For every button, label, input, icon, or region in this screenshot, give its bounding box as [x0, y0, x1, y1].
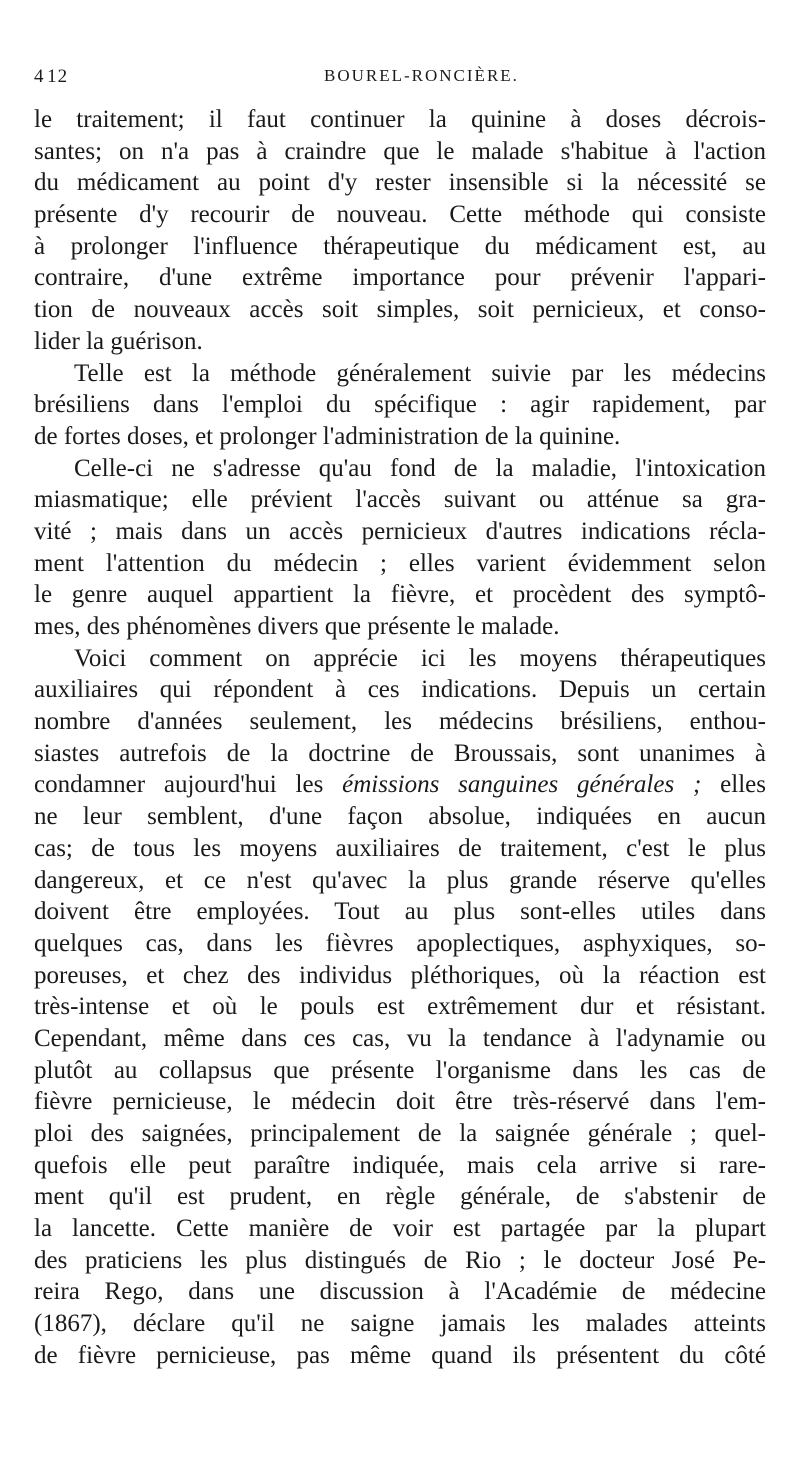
text-line: cas; de tous les moyens auxiliaires de traitement, c'est le plus: [34, 834, 766, 862]
text-line: mes, des phénomènes divers que présente le malade.: [34, 613, 560, 640]
text-line: quefois elle peut paraître indiquée, mais cela arrive si rare-: [34, 1151, 766, 1179]
text-line: (1867), déclare qu'il ne saigne jamais les malades atteints: [34, 1310, 766, 1338]
text-line: de fortes doses, et prolonger l'administration de la quinine.: [34, 422, 621, 450]
text-line: de fièvre pernicieuse, pas même quand ils présentent du côté: [34, 1341, 766, 1369]
text-line: à prolonger l'influence thérapeutique du médicament est, au: [34, 232, 766, 260]
running-title: BOUREL-RONCIÈRE.: [324, 66, 519, 85]
text-span: condamner aujourd'hui les: [34, 771, 324, 799]
text-line: du médicament au point d'y rester insensible si la nécessité se: [34, 169, 766, 197]
text-line: Cependant, même dans ces cas, vu la tendance à l'adynamie ou: [34, 1024, 766, 1052]
text-line: ment l'attention du médecin ; elles varient évidemment selon: [34, 549, 766, 577]
text-line: le genre auquel appartient la fièvre, et procèdent des symptô-: [34, 581, 766, 609]
text-line: des praticiens les plus distingués de Rio ; le docteur José Pe-: [34, 1246, 766, 1274]
text-line: poreuses, et chez des individus pléthoriques, où la réaction est: [34, 961, 766, 989]
text-line: siastes autrefois de la doctrine de Broussais, sont unanimes à: [34, 739, 766, 767]
text-line: ne leur semblent, d'une façon absolue, indiquées en aucun: [34, 803, 766, 831]
page-number: 4 12: [34, 66, 69, 87]
text-line: lider la guérison.: [34, 327, 203, 355]
text-line: auxiliaires qui répondent à ces indications. Depuis un certain: [34, 676, 766, 704]
text-line: santes; on n'a pas à craindre que le malade s'habitue à l'action: [34, 137, 766, 165]
text-line: reira Rego, dans une discussion à l'Académie de médecine: [34, 1278, 766, 1306]
text-line: ment qu'il est prudent, en règle générale, de s'abstenir de: [34, 1183, 766, 1211]
text-span: elles: [720, 771, 766, 799]
text-line: brésiliens dans l'emploi du spécifique : agir rapidement, par: [34, 391, 766, 419]
text-line: dangereux, et ce n'est qu'avec la plus grande réserve qu'elles: [34, 866, 766, 894]
text-line: contraire, d'une extrême importance pour prévenir l'appari-: [34, 264, 766, 292]
text-line: ploi des saignées, principalement de la saignée générale ; quel-: [34, 1120, 766, 1147]
body-text: [34, 104, 766, 1372]
text-line-with-italic: [34, 769, 766, 801]
text-line: nombre d'années seulement, les médecins brésiliens, enthou-: [34, 708, 766, 736]
paragraph-start-line: Telle est la méthode généralement suivie par les médecins: [74, 359, 766, 387]
paragraph-start-line: Celle-ci ne s'adresse qu'au fond de la maladie, l'intoxication: [74, 454, 766, 482]
text-line: le traitement; il faut continuer la quinine à doses décrois-: [34, 106, 766, 133]
text-line: vité ; mais dans un accès pernicieux d'autres indications récla-: [34, 517, 766, 545]
running-head: [34, 66, 764, 96]
text-line: présente d'y recourir de nouveau. Cette méthode qui consiste: [34, 201, 766, 229]
paragraph-start-line: Voici comment on apprécie ici les moyens thérapeutiques: [74, 644, 766, 672]
text-line: la lancette. Cette manière de voir est partagée par la plupart: [34, 1215, 766, 1243]
text-line: plutôt au collapsus que présente l'organisme dans les cas de: [34, 1056, 766, 1084]
text-line: quelques cas, dans les fièvres apoplectiques, asphyxiques, so-: [34, 929, 766, 957]
italic-phrase: émissions sanguines générales ;: [342, 771, 702, 799]
text-line: très-intense et où le pouls est extrêmement dur et résistant.: [34, 993, 766, 1021]
text-line: tion de nouveaux accès soit simples, soit pernicieux, et conso-: [34, 296, 766, 324]
text-line: miasmatique; elle prévient l'accès suivant ou atténue sa gra-: [34, 486, 766, 514]
text-line: fièvre pernicieuse, le médecin doit être très-réservé dans l'em-: [34, 1088, 766, 1116]
text-line: doivent être employées. Tout au plus sont-elles utiles dans: [34, 898, 766, 926]
